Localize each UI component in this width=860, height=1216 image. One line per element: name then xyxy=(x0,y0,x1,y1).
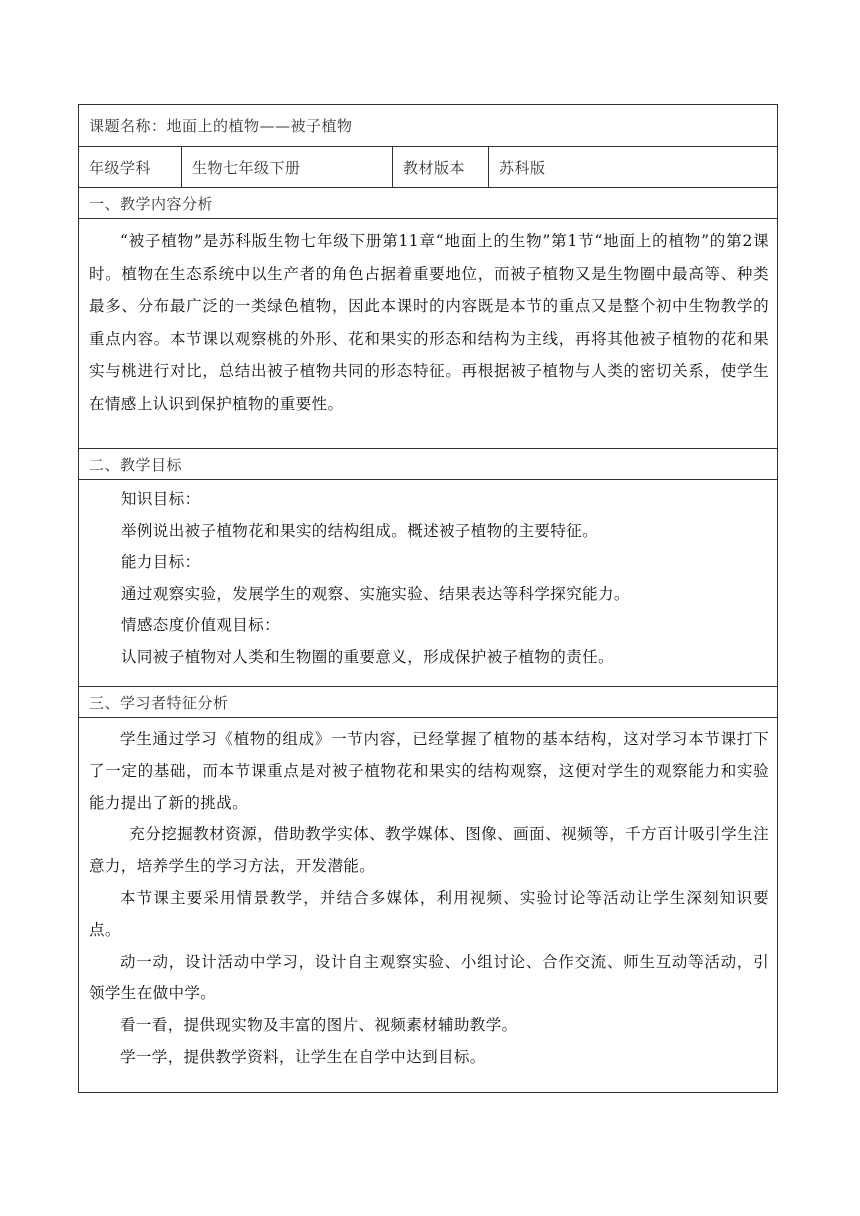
knowledge-goal-label: 知识目标： xyxy=(121,490,201,508)
course-meta-row xyxy=(79,147,778,188)
content-analysis-heading-row xyxy=(79,188,778,219)
ability-goal-label: 能力目标： xyxy=(121,553,201,572)
grade-value: 生物七年级下册 xyxy=(182,147,393,188)
emotion-goal-label: 情感态度价值观目标： xyxy=(121,616,281,635)
content-analysis-paragraph: “被子植物”是苏科版生物七年级下册第11章“地面上的生物”第1节“地面上的植物”的第2课时。植物在生态系统中以生产者的角色占据着重要地位，而被子植物又是生物圈中最高等、种类最多、分布最广泛的一类绿色植物，因此本课时的内容既是本节的重点又是整个初中生物教学的重点内容。本节课以观察桃的外形、花和果实的形态和结构为主线，再将其他被子植物的花和果实与桃进行对比，总结出被子植物共同的形态特征。再根据被子植物与人类的密切关系，使学生在情感上认识到保护植物的重要性。 xyxy=(89,232,770,413)
learner-paragraph-4: 动一动，设计活动中学习，设计自主观察实验、小组讨论、合作交流、师生互动等活动，引领学生在做中学。 xyxy=(89,952,770,1003)
learner-analysis-body xyxy=(79,718,778,1093)
course-title-row xyxy=(79,105,778,147)
knowledge-goal-text: 举例说出被子植物花和果实的结构组成。概述被子植物的主要特征。 xyxy=(121,521,599,540)
learner-analysis-heading-row xyxy=(79,687,778,718)
grade-label: 年级学科 xyxy=(79,147,182,188)
objectives-heading-row xyxy=(79,449,778,480)
learner-paragraph-5: 看一看，提供现实物及丰富的图片、视频素材辅助教学。 xyxy=(120,1016,518,1035)
lesson-plan-table xyxy=(78,104,778,1093)
edition-value: 苏科版 xyxy=(489,147,778,188)
content-analysis-heading: 一、教学内容分析 xyxy=(79,188,778,219)
content-analysis-body-row xyxy=(79,219,778,449)
learner-analysis-body-row xyxy=(79,718,778,1093)
emotion-goal-text: 认同被子植物对人类和生物圈的重要意义，形成保护被子植物的责任。 xyxy=(121,647,614,666)
learner-paragraph-1: 学生通过学习《植物的组成》一节内容，已经掌握了植物的基本结构，这对学习本节课打下了一定的基础，而本节课重点是对被子植物花和果实的结构观察，这便对学生的观察能力和实验能力提出了新的挑战。 xyxy=(89,730,770,812)
learner-paragraph-2: 充分挖掘教材资源，借助教学实体、教学媒体、图像、画面、视频等，千方百计吸引学生注意力，培养学生的学习方法，开发潜能。 xyxy=(89,825,770,876)
course-title: 课题名称：地面上的植物——被子植物 xyxy=(79,105,778,147)
objectives-body xyxy=(79,480,778,687)
content-analysis-body xyxy=(79,219,778,449)
objectives-heading: 二、教学目标 xyxy=(79,449,778,480)
edition-label: 教材版本 xyxy=(393,147,489,188)
learner-paragraph-6: 学一学，提供教学资料，让学生在自学中达到目标。 xyxy=(120,1047,486,1066)
objectives-body-row xyxy=(79,480,778,687)
ability-goal-text: 通过观察实验，发展学生的观察、实施实验、结果表达等科学探究能力。 xyxy=(121,584,630,603)
learner-paragraph-3: 本节课主要采用情景教学，并结合多媒体，利用视频、实验讨论等活动让学生深刻知识要点。 xyxy=(89,888,770,939)
learner-analysis-heading: 三、学习者特征分析 xyxy=(79,687,778,718)
